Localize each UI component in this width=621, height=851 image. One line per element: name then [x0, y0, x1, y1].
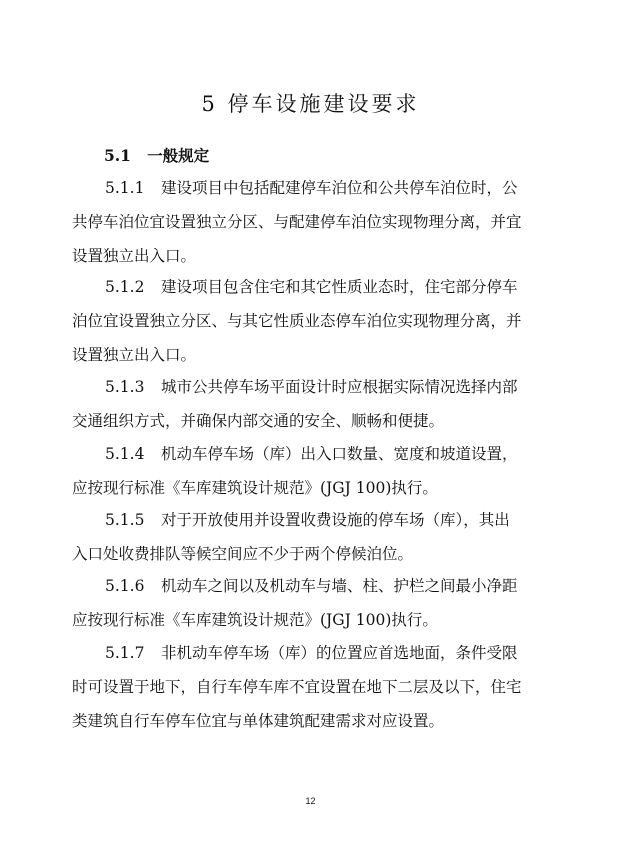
section-number: 5.1 [104, 146, 131, 165]
clause-number: 5.1.2 [105, 278, 145, 296]
section-heading [104, 144, 209, 166]
clause-line: 交通组织方式，并确保内部交通的安全、顺畅和便捷。 [72, 412, 445, 430]
clause-first-line [72, 503, 561, 537]
clause-first-line [72, 569, 561, 603]
clause-first-line [72, 437, 561, 471]
clause-line: 时可设置于地下，自行车停车库不宜设置在地下二层及以下，住宅 [72, 678, 522, 696]
clause-5-1-4 [72, 437, 561, 505]
page-number: 12 [305, 796, 316, 806]
section-title: 一般规定 [147, 146, 210, 165]
clause-number: 5.1.6 [105, 577, 145, 595]
clause-5-1-6 [72, 569, 561, 637]
clause-5-1-1 [72, 171, 561, 273]
clause-number: 5.1.3 [105, 378, 145, 396]
chapter-title: 5 停车设施建设要求 [201, 92, 420, 116]
clause-first-line [72, 636, 561, 670]
clause-5-1-5 [72, 503, 561, 571]
clause-5-1-7 [72, 636, 561, 738]
clause-5-1-3 [72, 370, 561, 438]
clause-5-1-2 [72, 270, 561, 372]
clause-line: 泊位宜设置独立分区、与其它性质业态停车泊位实现物理分离，并 [72, 312, 522, 330]
clause-line: 类建筑自行车停车位宜与单体建筑配建需求对应设置。 [72, 712, 445, 730]
clause-first-line [72, 370, 561, 404]
clause-first-line [72, 171, 561, 205]
clause-text: 城市公共停车场平面设计时应根据实际情况选择内部 [161, 378, 518, 396]
clause-text: 建设项目中包括配建停车泊位和公共停车泊位时，公 [161, 179, 518, 197]
clause-line: 入口处收费排队等候空间应不少于两个停候泊位。 [72, 545, 414, 563]
clause-number: 5.1.7 [105, 644, 145, 662]
clause-text: 对于开放使用并设置收费设施的停车场（库），其出 [161, 511, 510, 529]
clause-line: 应按现行标准《车库建筑设计规范》(JGJ 100)执行。 [72, 611, 438, 629]
clause-line: 设置独立出入口。 [72, 346, 197, 364]
clause-number: 5.1.5 [105, 511, 145, 529]
clause-line: 应按现行标准《车库建筑设计规范》(JGJ 100)执行。 [72, 479, 438, 497]
clause-number: 5.1.1 [105, 179, 145, 197]
clause-text: 非机动车停车场（库）的位置应首选地面，条件受限 [161, 644, 518, 662]
clause-text: 机动车停车场（库）出入口数量、宽度和坡道设置， [161, 445, 518, 463]
clause-first-line [72, 270, 561, 304]
clause-line: 设置独立出入口。 [72, 247, 197, 265]
clause-text: 建设项目包含住宅和其它性质业态时，住宅部分停车 [161, 278, 518, 296]
clause-number: 5.1.4 [105, 445, 145, 463]
clause-text: 机动车之间以及机动车与墙、柱、护栏之间最小净距 [161, 577, 518, 595]
clause-line: 共停车泊位宜设置独立分区、与配建停车泊位实现物理分离，并宜 [72, 213, 522, 231]
